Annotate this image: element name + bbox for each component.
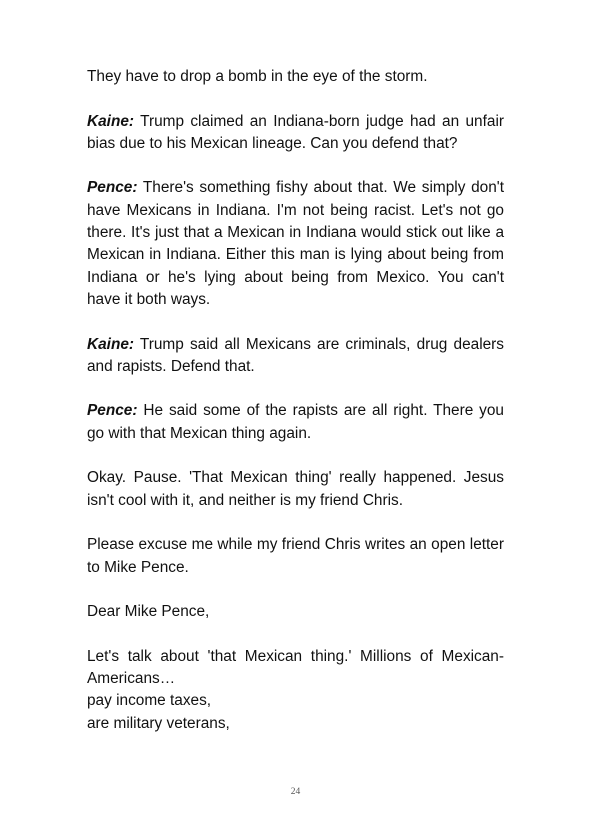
- paragraph-text: There's something fishy about that. We simply don't have Mexicans in Indiana. I'm not being racist. Let's not go there. It's just that a Mexican in Indiana would stick out like a Mexican in Indiana. Either this man is lying about being from Indiana or he's lying about being from Mexico. You can't have it both ways.: [87, 179, 504, 308]
- speaker-name: Kaine:: [87, 335, 135, 353]
- paragraph-text: He said some of the rapists are all right. There you go with that Mexican thing again.: [87, 402, 504, 442]
- paragraph-text: Dear Mike Pence,: [87, 603, 210, 621]
- paragraph-text: Please excuse me while my friend Chris writes an open letter to Mike Pence.: [87, 536, 504, 576]
- letter-line: are military veterans,: [87, 714, 230, 732]
- speaker-name: Pence:: [87, 179, 138, 197]
- dialogue-paragraph: [87, 400, 504, 445]
- paragraph-text: Okay. Pause. 'That Mexican thing' really happened. Jesus isn't cool with it, and neither is my friend Chris.: [87, 469, 504, 509]
- paragraph-text: Trump said all Mexicans are criminals, drug dealers and rapists. Defend that.: [87, 335, 504, 375]
- letter-line: pay income taxes,: [87, 692, 212, 710]
- dialogue-paragraph: [87, 177, 504, 311]
- paragraph: [87, 534, 504, 579]
- page-number: 24: [290, 787, 301, 797]
- speaker-name: Pence:: [87, 402, 138, 420]
- page-body: [87, 66, 504, 757]
- paragraph: [87, 467, 504, 512]
- paragraph-text: Trump claimed an Indiana-born judge had an unfair bias due to his Mexican lineage. Can you defend that?: [87, 112, 504, 152]
- letter-body: [87, 646, 504, 735]
- dialogue-paragraph: [87, 334, 504, 379]
- dialogue-paragraph: [87, 111, 504, 156]
- letter-line: Let's talk about 'that Mexican thing.' Millions of Mexican-Americans…: [87, 647, 504, 688]
- paragraph-text: They have to drop a bomb in the eye of the storm.: [87, 68, 428, 85]
- letter-salutation: [87, 601, 504, 623]
- paragraph: [87, 66, 504, 88]
- speaker-name: Kaine:: [87, 112, 135, 130]
